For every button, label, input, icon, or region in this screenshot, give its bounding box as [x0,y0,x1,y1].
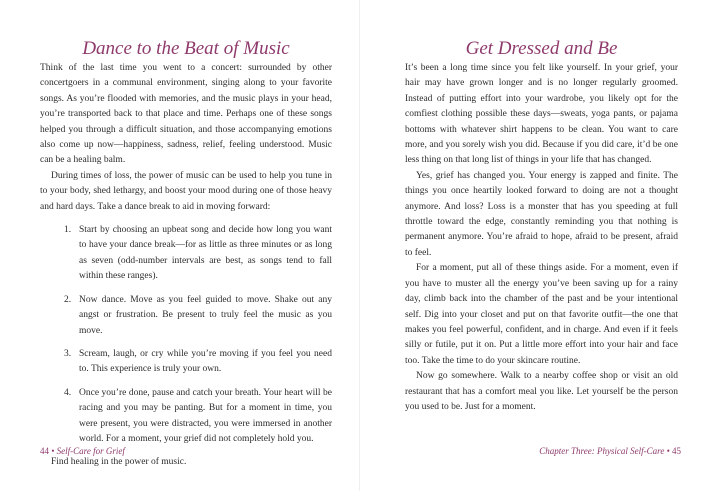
left-page-title: Dance to the Beat of Music [82,38,290,59]
list-item [40,223,332,285]
page-number: 44 [40,446,49,456]
right-page-footer [539,446,681,456]
paragraph: Yes, grief has changed you. Your energy is zapped and finite. The things you once heartily looked forward to doing are not a thought anymore. And loss? Loss is a monster that has you speeding at full throttle toward the edge, constantly reminding you that nothing is permanent anymore. You’re afraid to hope, afraid to be present, afraid to feel. [405,170,678,258]
list-number: 1. [64,225,72,236]
running-head: Chapter Three: Physical Self-Care [539,446,665,456]
paragraph: For a moment, put all of these things aside. For a moment, even if you have to muster all the energy you’ve been saving up for a rainy day, climb back into the chamber of the past and be your intentional self. Dig into your closet and put on that favorite outfit—the one that makes you feel powerful, confident, and in charge. And even if it feels silly or futile, put it on. Put a little more effort into your hair and face too. Take the time to do your skincare routine. [405,263,678,366]
page-number: 45 [672,446,681,456]
footer-separator: • [664,446,672,456]
left-page-body [40,61,332,471]
list-item [40,386,332,448]
right-page-body [405,61,678,415]
list-item-text: Start by choosing an upbeat song and decide how long you want to have your dance break—for as little as three minutes or as long as seven (odd-number intervals are best, as songs tend to fall within these ranges). [79,225,332,282]
list-number: 3. [64,348,72,359]
list-number: 4. [64,387,72,398]
list-item [40,347,332,378]
paragraph: Think of the last time you went to a concert: surrounded by other concertgoers in a communal environment, singing along to your favorite songs. As you’re flooded with memories, and the music plays in your head, you’re transported back to that place and time. Perhaps one of these songs helped you through a difficult situation, and those accompanying emotions also come up now—happiness, sadness, relief, feeling understood. Music can be a healing balm. [40,63,332,166]
paragraph: Now go somewhere. Walk to a nearby coffee shop or visit an old restaurant that has a comfort meal you like. Let yourself be the person you used to be. Just for a moment. [405,371,678,412]
paragraph: It’s been a long time since you felt like yourself. In your grief, your hair may have grown longer and is no longer regularly groomed. Instead of putting effort into your wardrobe, you likely opt for the comfiest clothing possible these days—sweats, yoga pants, or pajama bottoms with whatever shirt happens to be clean. You want to care more, and you sorely wish you did. Because if you did care, it’d be one less thing on that long list of things in your life that has changed. [405,63,678,166]
left-page-footer [40,446,125,456]
paragraph: During times of loss, the power of music can be used to help you tune in to your body, shed lethargy, and boost your mood during one of those heavy and hard days. Take a dance break to aid in moving forward: [40,170,332,212]
list-item-text: Scream, laugh, or cry while you’re moving if you feel you need to. This experience is truly your own. [79,348,332,375]
running-head: Self-Care for Grief [56,446,125,456]
right-page-title: Get Dressed and Be [465,38,618,59]
footer-separator: • [49,446,57,456]
list-item-text: Once you’re done, pause and catch your breath. Your heart will be racing and you may be panting. But for a moment in time, you were present, you were distracted, you were immersed in another world. For a moment, your grief did not completely hold you. [79,387,332,444]
list-item-text: Now dance. Move as you feel guided to move. Shake out any angst or frustration. Be present to truly feel the music as you move. [79,294,332,336]
list-number: 2. [64,294,72,305]
list-item [40,293,332,339]
numbered-list [40,223,332,447]
closing-line: Find healing in the power of music. [51,457,187,468]
right-page [360,0,720,491]
